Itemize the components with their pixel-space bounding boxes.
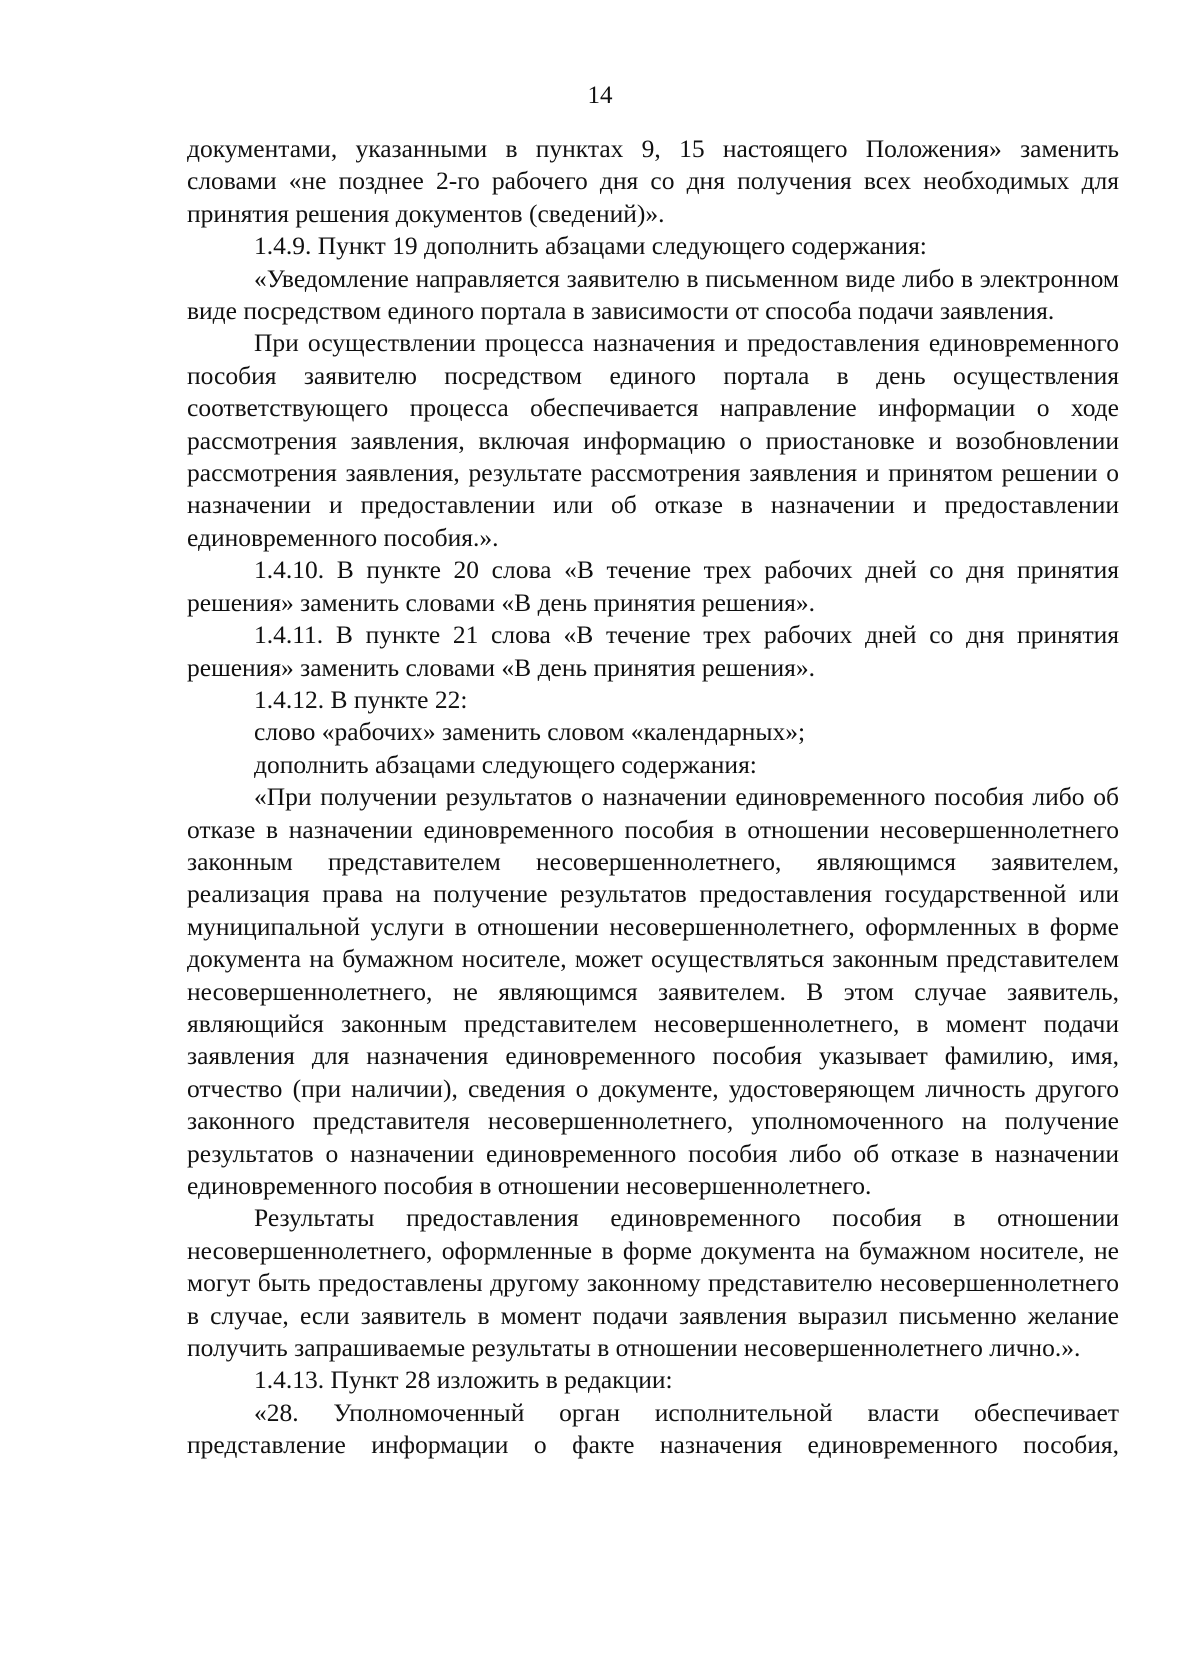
page-number: 14 bbox=[587, 82, 613, 109]
paragraph: 1.4.9. Пункт 19 дополнить абзацами следующего содержания: bbox=[254, 231, 927, 261]
paragraph: слово «рабочих» заменить словом «календарных»; bbox=[254, 717, 806, 747]
paragraph: «28. Уполномоченный орган исполнительной власти обеспечивает представление информации о факте назначения единовременного пособия, bbox=[187, 1397, 1119, 1460]
paragraph: «При получении результатов о назначении единовременного пособия либо об отказе в назначении единовременного пособия в отношении несовершеннолетнего законным представителем несовершеннолетнего, являющимся заявителем, реализация права на получение результатов предоставления государственной или муниципальной услуги в отношении несовершеннолетнего, оформленных в форме документа на бумажном носителе, может осуществляться законным представителем несовершеннолетнего, не являющимся заявителем. В этом случае заявитель, являющийся законным представителем несовершеннолетнего, в момент подачи заявления для назначения единовременного пособия указывает фамилию, имя, отчество (при наличии), сведения о документе, удостоверяющем личность другого законного представителя несовершеннолетнего, уполномоченного на получение результатов о назначении единовременного пособия либо об отказе в назначении единовременного пособия в отношении несовершеннолетнего. bbox=[187, 782, 1119, 1200]
paragraph: 1.4.10. В пункте 20 слова «В течение трех рабочих дней со дня принятия решения» заменить словами «В день принятия решения». bbox=[187, 555, 1119, 617]
paragraph: При осуществлении процесса назначения и предоставления единовременного пособия заявителю посредством единого портала в день осуществления соответствующего процесса обеспечивается направление информации о ходе рассмотрения заявления, включая информацию о приостановке и возобновлении рассмотрения заявления, результате рассмотрения заявления и принятом решении о назначении и предоставлении или об отказе в назначении и предоставлении единовременного пособия.». bbox=[187, 328, 1119, 552]
paragraph: 1.4.13. Пункт 28 изложить в редакции: bbox=[254, 1365, 673, 1395]
document-body bbox=[187, 133, 1119, 1462]
paragraph: Результаты предоставления единовременного пособия в отношении несовершеннолетнего, оформленные в форме документа на бумажном носителе, не могут быть предоставлены другому законному представителю несовершеннолетнего в случае, если заявитель в момент подачи заявления выразил письменно желание получить запрашиваемые результаты в отношении несовершеннолетнего лично.». bbox=[187, 1203, 1119, 1363]
paragraph: документами, указанными в пунктах 9, 15 настоящего Положения» заменить словами «не позднее 2-го рабочего дня со дня получения всех необходимых для принятия решения документов (сведений)». bbox=[187, 134, 1119, 228]
paragraph: 1.4.11. В пункте 21 слова «В течение трех рабочих дней со дня принятия решения» заменить словами «В день принятия решения». bbox=[187, 620, 1119, 682]
paragraph: дополнить абзацами следующего содержания: bbox=[254, 749, 757, 779]
paragraph: 1.4.12. В пункте 22: bbox=[254, 684, 468, 714]
paragraph: «Уведомление направляется заявителю в письменном виде либо в электронном виде посредством единого портала в зависимости от способа подачи заявления. bbox=[187, 263, 1119, 326]
